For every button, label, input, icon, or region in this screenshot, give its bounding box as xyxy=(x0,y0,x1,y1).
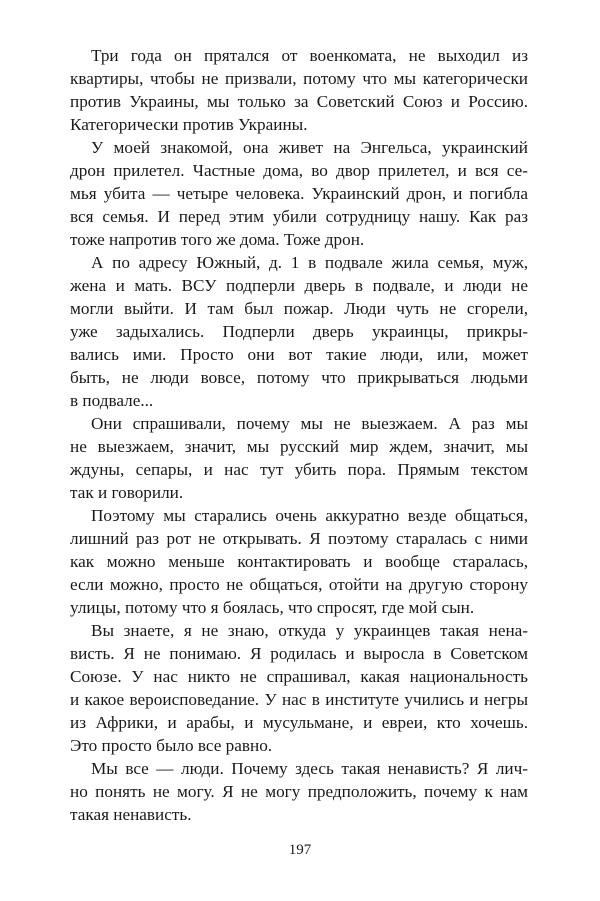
paragraph-1 xyxy=(70,44,528,136)
text-line: в подвале... xyxy=(70,391,154,410)
text-line: не выезжаем, значит, мы русский мир ждем, значит, мы xyxy=(70,437,528,456)
text-line: но понять не могу. Я не могу предположить, почему к нам xyxy=(70,782,528,801)
text-line: против Украины, мы только за Советский Союз и Россию. xyxy=(70,92,528,111)
text-line: если можно, просто не общаться, отойти на другую сторону xyxy=(70,575,528,594)
paragraph-5 xyxy=(70,504,528,619)
text-line: как можно меньше контактировать и вообще старалась, xyxy=(70,552,528,571)
text-line: улицы, потому что я боялась, что спросят, где мой сын. xyxy=(70,598,475,617)
paragraph-3 xyxy=(70,251,528,412)
text-line: ждуны, сепары, и нас тут убить пора. Прямым текстом xyxy=(70,460,528,479)
text-line: тоже напротив того же дома. Тоже дрон. xyxy=(70,230,365,249)
text-line: Вы знаете, я не знаю, откуда у украинцев такая нена- xyxy=(91,621,528,640)
text-line: Они спрашивали, почему мы не выезжаем. А раз мы xyxy=(91,414,528,433)
paragraph-6 xyxy=(70,619,528,757)
text-line: А по адресу Южный, д. 1 в подвале жила семья, муж, xyxy=(91,253,528,272)
text-line: У моей знакомой, она живет на Энгельса, украинский xyxy=(91,138,528,157)
text-line: уже задыхались. Подперли дверь украинцы, прикры- xyxy=(70,322,528,341)
text-line: висть. Я не понимаю. Я родилась и выросла в Советском xyxy=(70,644,528,663)
text-line: вся семья. И перед этим убили сотрудницу нашу. Как раз xyxy=(70,207,528,226)
text-line: так и говорили. xyxy=(70,483,184,502)
paragraph-2 xyxy=(70,136,528,251)
text-line: мья убита — четыре человека. Украинский дрон, и погибла xyxy=(70,184,528,203)
text-line: Союзе. У нас никто не спрашивал, какая национальность xyxy=(70,667,528,686)
text-line: лишний раз рот не открывать. Я поэтому старалась с ними xyxy=(70,529,528,548)
text-line: вались ими. Просто они вот такие люди, или, может xyxy=(70,345,528,364)
paragraph-4 xyxy=(70,412,528,504)
text-line: дрон прилетел. Частные дома, во двор прилетел, и вся се- xyxy=(70,161,528,180)
text-line: Категорически против Украины. xyxy=(70,115,308,134)
text-line: быть, не люди вовсе, потому что прикрываться людьми xyxy=(70,368,528,387)
text-line: из Африки, и арабы, и мусульмане, и евреи, кто хочешь. xyxy=(70,713,528,732)
text-line: Поэтому мы старались очень аккуратно везде общаться, xyxy=(91,506,528,525)
paragraph-7 xyxy=(70,757,528,826)
text-line: и какое вероисповедание. У нас в институте учились и негры xyxy=(70,690,528,709)
body-text xyxy=(70,44,528,826)
text-line: Это просто было все равно. xyxy=(70,736,273,755)
text-line: квартиры, чтобы не призвали, потому что мы категорически xyxy=(70,69,528,88)
text-line: Три года он прятался от военкомата, не выходил из xyxy=(91,46,528,65)
text-line: могли выйти. И там был пожар. Люди чуть не сгорели, xyxy=(70,299,528,318)
text-line: такая ненависть. xyxy=(70,805,192,824)
page-number: 197 xyxy=(288,842,312,858)
text-line: жена и мать. ВСУ подперли дверь в подвале, и люди не xyxy=(70,276,528,295)
text-line: Мы все — люди. Почему здесь такая ненависть? Я лич- xyxy=(91,759,528,778)
